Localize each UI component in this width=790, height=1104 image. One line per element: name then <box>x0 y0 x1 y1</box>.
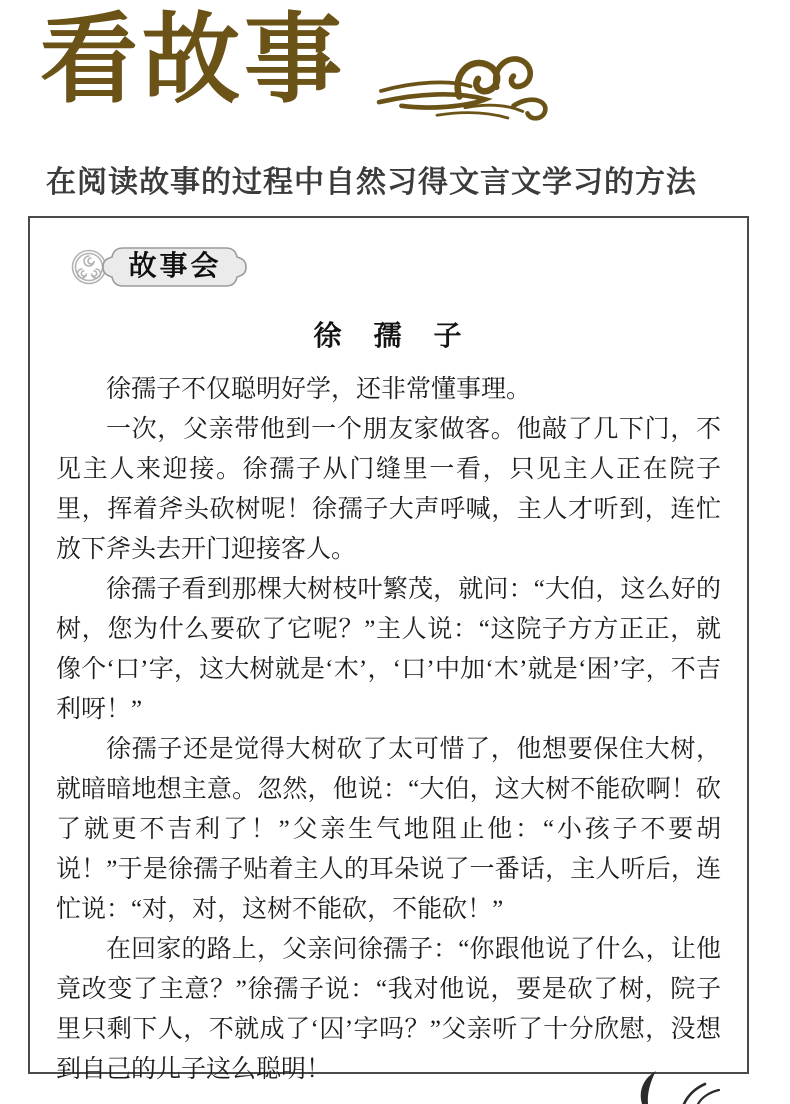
story-paragraph: 徐孺子还是觉得大树砍了太可惜了，他想要保住大树，就暗暗地想主意。忽然，他说：“大伯，这大树不能砍啊！砍了就更不吉利了！”父亲生气地阻止他：“小孩子不要胡说！”于是徐孺子贴着主人的耳朵说了一番话，主人听后，连忙说：“对，对，这树不能砍，不能砍！” <box>56 736 721 923</box>
story-paragraph: 徐孺子看到那棵大树枝叶繁茂，就问：“大伯，这么好的树，您为什么要砍了它呢？”主人说：“这院子方方正正，就像个‘口’字，这大树就是‘木’，‘口’中加‘木’就是‘困’字，不吉利呀！” <box>56 576 721 723</box>
masthead-title-row <box>40 3 790 137</box>
section-badge-label: 故事会 <box>128 251 222 282</box>
story-paragraph: 在回家的路上，父亲问徐孺子：“你跟他说了什么，让他竟改变了主意？”徐孺子说：“我对他说，要是砍了树，院子里只剩下人，不就成了‘囚’字吗？”父亲听了十分欣慰，没想到自己的儿子这么聪明！ <box>56 936 721 1083</box>
section-badge-row <box>70 244 721 290</box>
story-title: 徐 孺 子 <box>313 321 464 352</box>
story-box <box>28 216 749 1083</box>
masthead <box>0 0 790 201</box>
story-text <box>56 370 721 1090</box>
ink-leaves-decoration-icon <box>612 1070 732 1104</box>
page-title: 看故事 <box>40 3 347 117</box>
story-paragraph: 一次，父亲带他到一个朋友家做客。他敲了几下门，不见主人来迎接。徐孺子从门缝里一看，只见主人正在院子里，挥着斧头砍树呢！徐孺子大声呼喊，主人才听到，连忙放下斧头去开门迎接客人。 <box>56 416 721 563</box>
page-subtitle: 在阅读故事的过程中自然习得文言文学习的方法 <box>46 166 697 199</box>
story-paragraph: 徐孺子不仅聪明好学，还非常懂事理。 <box>106 376 532 403</box>
cloud-flourish-icon <box>374 48 554 137</box>
section-badge <box>102 245 248 289</box>
